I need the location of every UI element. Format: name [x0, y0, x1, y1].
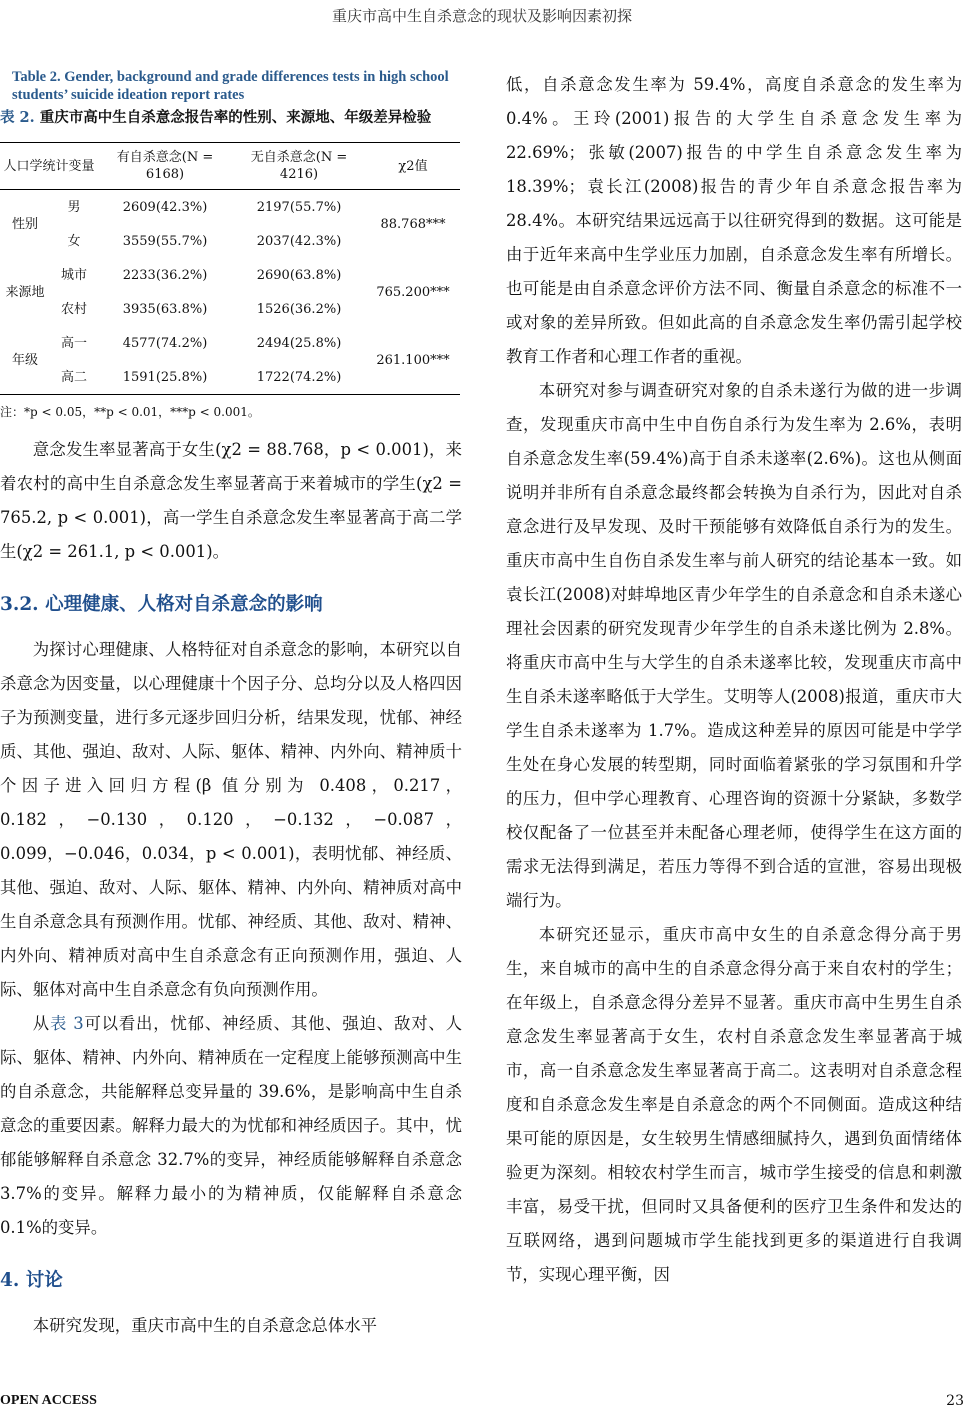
row-no: 2037(42.3%) [256, 233, 342, 249]
page-number: 23 [946, 1393, 964, 1409]
paragraph: 意念发生率显著高于女生(χ2 = 88.768，p < 0.001)，来着农村的高中生自杀意念发生率显著高于来着城市的学生(χ2 = 765.2, p < 0.001)，高一学生自杀意念发生率显著高于高二学生(χ2 = 261.1, p < 0.001)。 [0, 440, 462, 561]
row-yes: 3559(55.7%) [122, 233, 208, 249]
table-row [0, 326, 460, 360]
right-column [506, 68, 962, 1292]
table-caption-number: 表 2. [0, 109, 35, 126]
paragraph [0, 1007, 462, 1245]
paragraph: 低，自杀意念发生率为 59.4%，高度自杀意念的发生率为 0.4%。王玲(2001)报告的大学生自杀意念发生率为 22.69%；张敏(2007)报告的中学生自杀意念发生率为 18.39%；袁长江(2008)报告的青少年自杀意念报告率为 28.4%。本研究结果远远高于以往研究得到的数据。这可能是由于近年来高中生学业压力加剧，自杀意念发生率有所增长。也可能是由自杀意念评价方法不同、衡量自杀意念的标准不一或对象的差异所致。但如此高的自杀意念发生率仍需引起学校教育工作者和心理工作者的重视。 [506, 75, 962, 366]
row-level: 高一 [60, 335, 87, 351]
table-caption-en: Table 2. Gender, background and grade differences tests in high school students’ suicide ideation report rates [12, 69, 449, 103]
paragraph: 为探讨心理健康、人格特征对自杀意念的影响，本研究以自杀意念为因变量，以心理健康十个因子分、总均分以及人格四因子为预测变量，进行多元逐步回归分析，结果发现，忧郁、神经质、其他、强迫、敌对、人际、躯体、精神、内外向、精神质十个因子进入回归方程(β 值分别为 0.408，0.217，0.182，−0.130，0.120，−0.132，−0.087，0.099，−0.046，0.034，p < 0.001)，表明忧郁、神经质、其他、强迫、敌对、人际、躯体、精神、内外向、精神质对高中生自杀意念具有预测作用。忧郁、神经质、其他、敌对、精神、内外向、精神质对高中生自杀意念有正向预测作用，强迫、人际、躯体对高中生自杀意念有负向预测作用。 [0, 640, 462, 999]
row-yes: 1591(25.8%) [98, 360, 232, 395]
paragraph: 本研究还显示，重庆市高中女生的自杀意念得分高于男生，来自城市的高中生的自杀意念得分高于来自农村的学生；在年级上，自杀意念得分差异不显著。重庆市高中生男生自杀意念发生率显著高于女生，农村自杀意念发生率显著高于城市，高一自杀意念发生率显著高于高二。这表明对自杀意念程度和自杀意念发生率是自杀意念的两个不同侧面。造成这种结果可能的原因是，女生较男生情感细腻持久，遇到负面情绪体验更为深刻。相较农村学生而言，城市学生接受的信息和刺激丰富，易受干扰，但同时又具备便利的医疗卫生条件和发达的互联网络，遇到问题城市学生能找到更多的渠道进行自我调节，实现心理平衡，因 [506, 925, 962, 1284]
row-no: 2690(63.8%) [256, 267, 342, 283]
header-chi-square: χ2值 [366, 143, 460, 190]
row-yes: 2233(36.2%) [122, 267, 208, 283]
row-yes: 4577(74.2%) [122, 335, 208, 351]
row-chi: 88.768*** [380, 216, 446, 232]
table-row [0, 258, 460, 292]
row-group: 年级 [0, 326, 50, 395]
row-level: 高二 [50, 360, 98, 395]
row-level: 男 [67, 199, 81, 215]
table-2 [0, 142, 460, 395]
row-no: 1526(36.2%) [256, 301, 342, 317]
row-no: 1722(74.2%) [232, 360, 366, 395]
paragraph: 本研究对参与调查研究对象的自杀未遂行为做的进一步调查，发现重庆市高中生中自伤自杀行为发生率为 2.6%，表明自杀意念发生率(59.4%)高于自杀未遂率(2.6%)。这也从侧面说明并非所有自杀意念最终都会转换为自杀行为，因此对自杀意念进行及早发现、及时干预能够有效降低自杀行为的发生。重庆市高中生自伤自杀发生率与前人研究的结论基本一致。如袁长江(2008)对蚌埠地区青少年学生的自杀意念和自杀未遂心理社会因素的研究发现青少年学生的自杀未遂比例为 2.8%。将重庆市高中生与大学生的自杀未遂率比较，发现重庆市高中生自杀未遂率略低于大学生。艾明等人(2008)报道，重庆市大学生自杀未遂率为 1.7%。造成这种差异的原因可能是中学学生处在身心发展的转型期，同时面临着紧张的学习氛围和升学的压力，但中学心理教育、心理咨询的资源十分紧缺，多数学校仅配备了一位甚至并未配备心理老师，使得学生在这方面的需求无法得到满足，若压力等得不到合适的宣泄，容易出现极端行为。 [506, 381, 962, 910]
table-3-link[interactable]: 表 3 [50, 1014, 84, 1033]
table-caption-cn [0, 108, 462, 128]
row-level: 女 [67, 233, 81, 249]
para-text: 可以看出，忧郁、神经质、其他、强迫、敌对、人际、躯体、精神、内外向、精神质在一定程度上能够预测高中生的自杀意念，共能解释总变异量的 39.6%，是影响高中生自杀意念的重要因素。解释力最大的为忧郁和神经质因子。其中，忧郁能够解释自杀意念 32.7%的变异，神经质能够解释自杀意念3.7%的变异。解释力最小的为精神质，仅能解释自杀意念 0.1%的变异。 [0, 1014, 463, 1237]
header-variable: 人口学统计变量 [0, 143, 98, 190]
row-chi: 765.200*** [376, 284, 450, 300]
table-note: 注：*p < 0.05，**p < 0.01，***p < 0.001。 [0, 405, 260, 419]
row-yes: 3935(63.8%) [122, 301, 208, 317]
row-no: 2197(55.7%) [256, 199, 342, 215]
header-without-ideation: 无自杀意念(N = 4216) [232, 143, 366, 190]
header-with-ideation: 有自杀意念(N = 6168) [98, 143, 232, 190]
left-column [0, 68, 462, 1343]
footer-open-access: OPEN ACCESS [0, 1393, 97, 1408]
row-yes: 2609(42.3%) [122, 199, 208, 215]
running-head: 重庆市高中生自杀意念的现状及影响因素初探 [331, 7, 632, 25]
paragraph: 本研究发现，重庆市高中生的自杀意念总体水平 [32, 1316, 377, 1335]
row-chi: 261.100*** [366, 326, 460, 395]
table-header-row [0, 143, 460, 190]
section-heading-4: 4. 讨论 [0, 1270, 63, 1291]
section-heading-3-2: 3.2. 心理健康、人格对自杀意念的影响 [0, 594, 323, 615]
table-caption-title: 重庆市高中生自杀意念报告率的性别、来源地、年级差异检验 [39, 109, 432, 126]
row-no: 2494(25.8%) [256, 335, 342, 351]
row-level: 农村 [60, 301, 87, 317]
table-row [0, 190, 460, 225]
row-group: 性别 [11, 216, 38, 232]
row-group: 来源地 [5, 284, 45, 300]
para-text: 从 [32, 1014, 50, 1033]
row-level: 城市 [60, 267, 87, 283]
